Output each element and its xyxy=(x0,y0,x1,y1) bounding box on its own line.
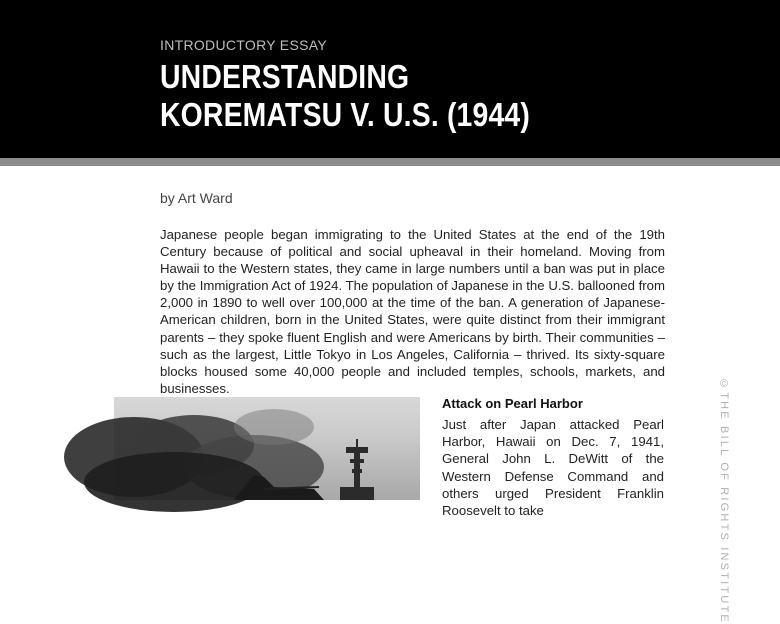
intro-paragraph: Japanese people began immigrating to the United States at the end of the 19th Century because of political and social upheaval in their homeland. Moving from Hawaii to the Western states, they came in large numbers until a ban was put in place by the Immigration Act of 1924. The population of Japanese in the U.S. ballooned from 2,000 in 1890 to well over 100,000 at the time of the ban. A generation of Japanese-American children, born in the United States, were quite distinct from their immigrant parents – they spoke fluent English and were Americans by birth. Their communities – such as the largest, Little Tokyo in Los Angeles, California – thrived. Its sixty-square blocks housed some 40,000 people and included temples, schools, markets, and businesses. xyxy=(160,227,665,396)
essay-title xyxy=(160,58,530,134)
copyright-notice xyxy=(716,378,732,624)
author-byline: by Art Ward xyxy=(160,190,233,206)
section-heading: Attack on Pearl Harbor xyxy=(442,396,583,411)
header-divider xyxy=(0,158,780,166)
header-banner xyxy=(0,0,780,158)
copyright-text: ©THE BILL OF RIGHTS INSTITUTE xyxy=(718,378,730,624)
essay-kicker: INTRODUCTORY ESSAY xyxy=(160,37,327,53)
photo-illustration xyxy=(114,397,420,500)
pearl-harbor-photo xyxy=(114,397,420,500)
section-paragraph: Just after Japan attacked Pearl Harbor, Hawaii on Dec. 7, 1941, General John L. DeWitt of the Western Defense Command and others urged President Franklin Roosevelt to take xyxy=(442,417,664,519)
essay-title-line-1: UNDERSTANDING xyxy=(160,58,410,95)
essay-title-line-2: KOREMATSU V. U.S. (1944) xyxy=(160,96,531,133)
